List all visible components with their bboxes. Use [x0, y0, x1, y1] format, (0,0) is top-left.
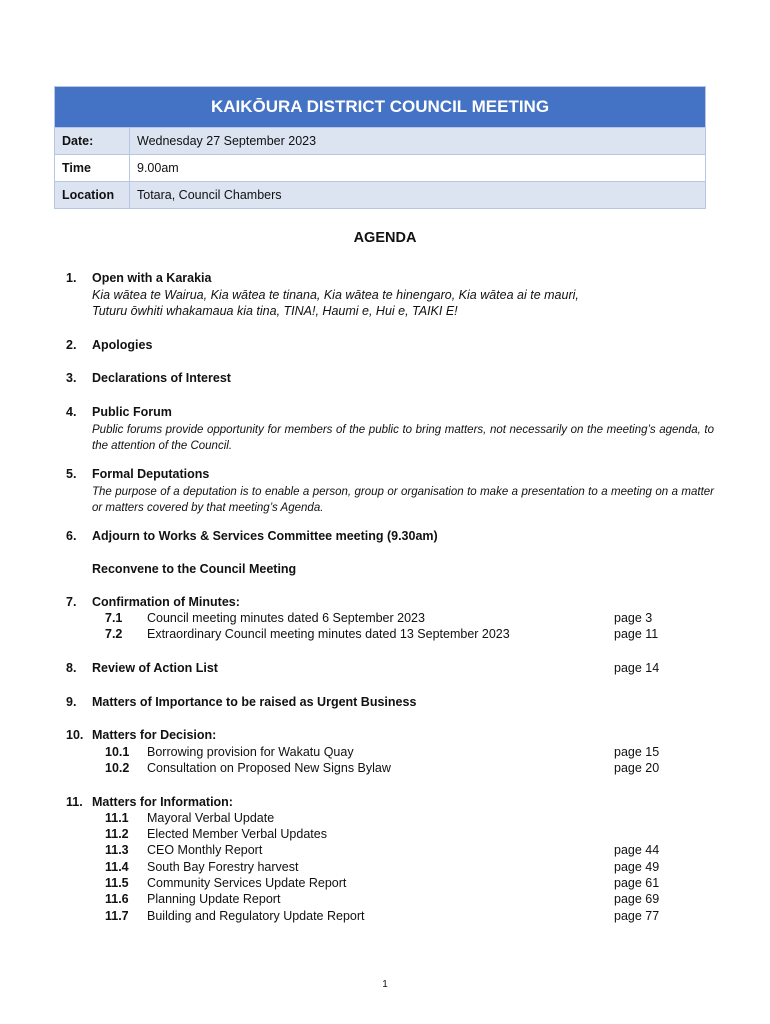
item-11-number: 11.: [66, 795, 83, 809]
item-10-number: 10.: [66, 728, 84, 742]
subitem-number: 11.7: [105, 909, 129, 923]
subitem-text: Council meeting minutes dated 6 September 2023: [147, 611, 425, 625]
karakia-line-1: Kia wātea te Wairua, Kia wātea te tinana, Kia wātea te hinengaro, Kia wātea ai te mauri,: [92, 288, 579, 302]
item-8-title: Review of Action List: [92, 661, 218, 675]
subitem-text: Consultation on Proposed New Signs Bylaw: [147, 761, 391, 775]
item-2-number: 2.: [66, 338, 77, 352]
item-3-number: 3.: [66, 371, 77, 385]
meeting-title: KAIKŌURA DISTRICT COUNCIL MEETING: [55, 87, 706, 128]
karakia-line-2: Tuturu ōwhiti whakamaua kia tina, TINA!, Haumi e, Hui e, TAIKI E!: [92, 304, 458, 318]
subitem-text: South Bay Forestry harvest: [147, 860, 299, 874]
item-1-number: 1.: [66, 271, 77, 285]
page-reference: page 61: [614, 876, 660, 890]
subitem-number: 11.4: [105, 860, 129, 874]
subitem-number: 10.2: [105, 761, 130, 775]
location-label: Location: [55, 182, 130, 209]
date-value: Wednesday 27 September 2023: [130, 128, 706, 155]
item-7-number: 7.: [66, 595, 77, 609]
item-4-title: Public Forum: [92, 405, 172, 419]
page-number: 1: [382, 979, 388, 990]
item-1-title: Open with a Karakia: [92, 271, 212, 285]
deputations-description: The purpose of a deputation is to enable a person, group or organisation to make a presentation to a meeting on a matter or matters covered by that meeting’s Agenda.: [92, 486, 714, 514]
subitem-text: Mayoral Verbal Update: [147, 811, 275, 825]
date-label: Date:: [55, 128, 130, 155]
time-value: 9.00am: [130, 155, 706, 182]
subitem-text: Community Services Update Report: [147, 876, 347, 890]
page-reference: page 77: [614, 909, 660, 923]
page-reference: page 20: [614, 761, 660, 775]
page-reference: page 69: [614, 892, 660, 906]
time-label: Time: [55, 155, 130, 182]
page-reference: page 14: [614, 661, 660, 675]
item-2-title: Apologies: [92, 338, 153, 352]
item-8-number: 8.: [66, 661, 77, 675]
page-reference: page 3: [614, 611, 653, 625]
page-reference: page 11: [614, 627, 659, 641]
item-7-title: Confirmation of Minutes:: [92, 595, 240, 609]
agenda-heading: AGENDA: [353, 230, 417, 246]
subitem-number: 11.1: [105, 811, 129, 825]
page-reference: page 15: [614, 745, 660, 759]
subitem-text: Extraordinary Council meeting minutes dated 13 September 2023: [147, 627, 510, 641]
reconvene-note: Reconvene to the Council Meeting: [92, 562, 297, 576]
subitem-text: Building and Regulatory Update Report: [147, 909, 365, 923]
item-11-title: Matters for Information:: [92, 795, 233, 809]
subitem-number: 11.5: [105, 876, 129, 890]
item-10-title: Matters for Decision:: [92, 728, 217, 742]
subitem-number: 11.6: [105, 892, 129, 906]
page-reference: page 49: [614, 860, 660, 874]
meeting-header-table: [54, 86, 706, 209]
item-4-number: 4.: [66, 405, 77, 419]
subitem-text: Elected Member Verbal Updates: [147, 827, 327, 841]
subitem-number: 10.1: [105, 745, 130, 759]
item-5-number: 5.: [66, 467, 77, 481]
item-9-number: 9.: [66, 695, 77, 709]
item-6-number: 6.: [66, 529, 77, 543]
subitem-number: 7.2: [105, 627, 123, 641]
subitem-number: 7.1: [105, 611, 123, 625]
subitem-text: Planning Update Report: [147, 892, 281, 906]
subitem-text: Borrowing provision for Wakatu Quay: [147, 745, 354, 759]
item-3-title: Declarations of Interest: [92, 371, 231, 385]
item-6-title: Adjourn to Works & Services Committee meeting (9.30am): [92, 529, 438, 543]
item-9-title: Matters of Importance to be raised as Urgent Business: [92, 695, 417, 709]
page-reference: page 44: [614, 843, 660, 857]
item-5-title: Formal Deputations: [92, 467, 210, 481]
subitem-number: 11.2: [105, 827, 129, 841]
subitem-text: CEO Monthly Report: [147, 843, 263, 857]
location-value: Totara, Council Chambers: [130, 182, 706, 209]
public-forum-description: Public forums provide opportunity for members of the public to bring matters, not necessarily on the meeting’s agenda, to the attention of the Council.: [92, 424, 714, 452]
subitem-number: 11.3: [105, 843, 129, 857]
